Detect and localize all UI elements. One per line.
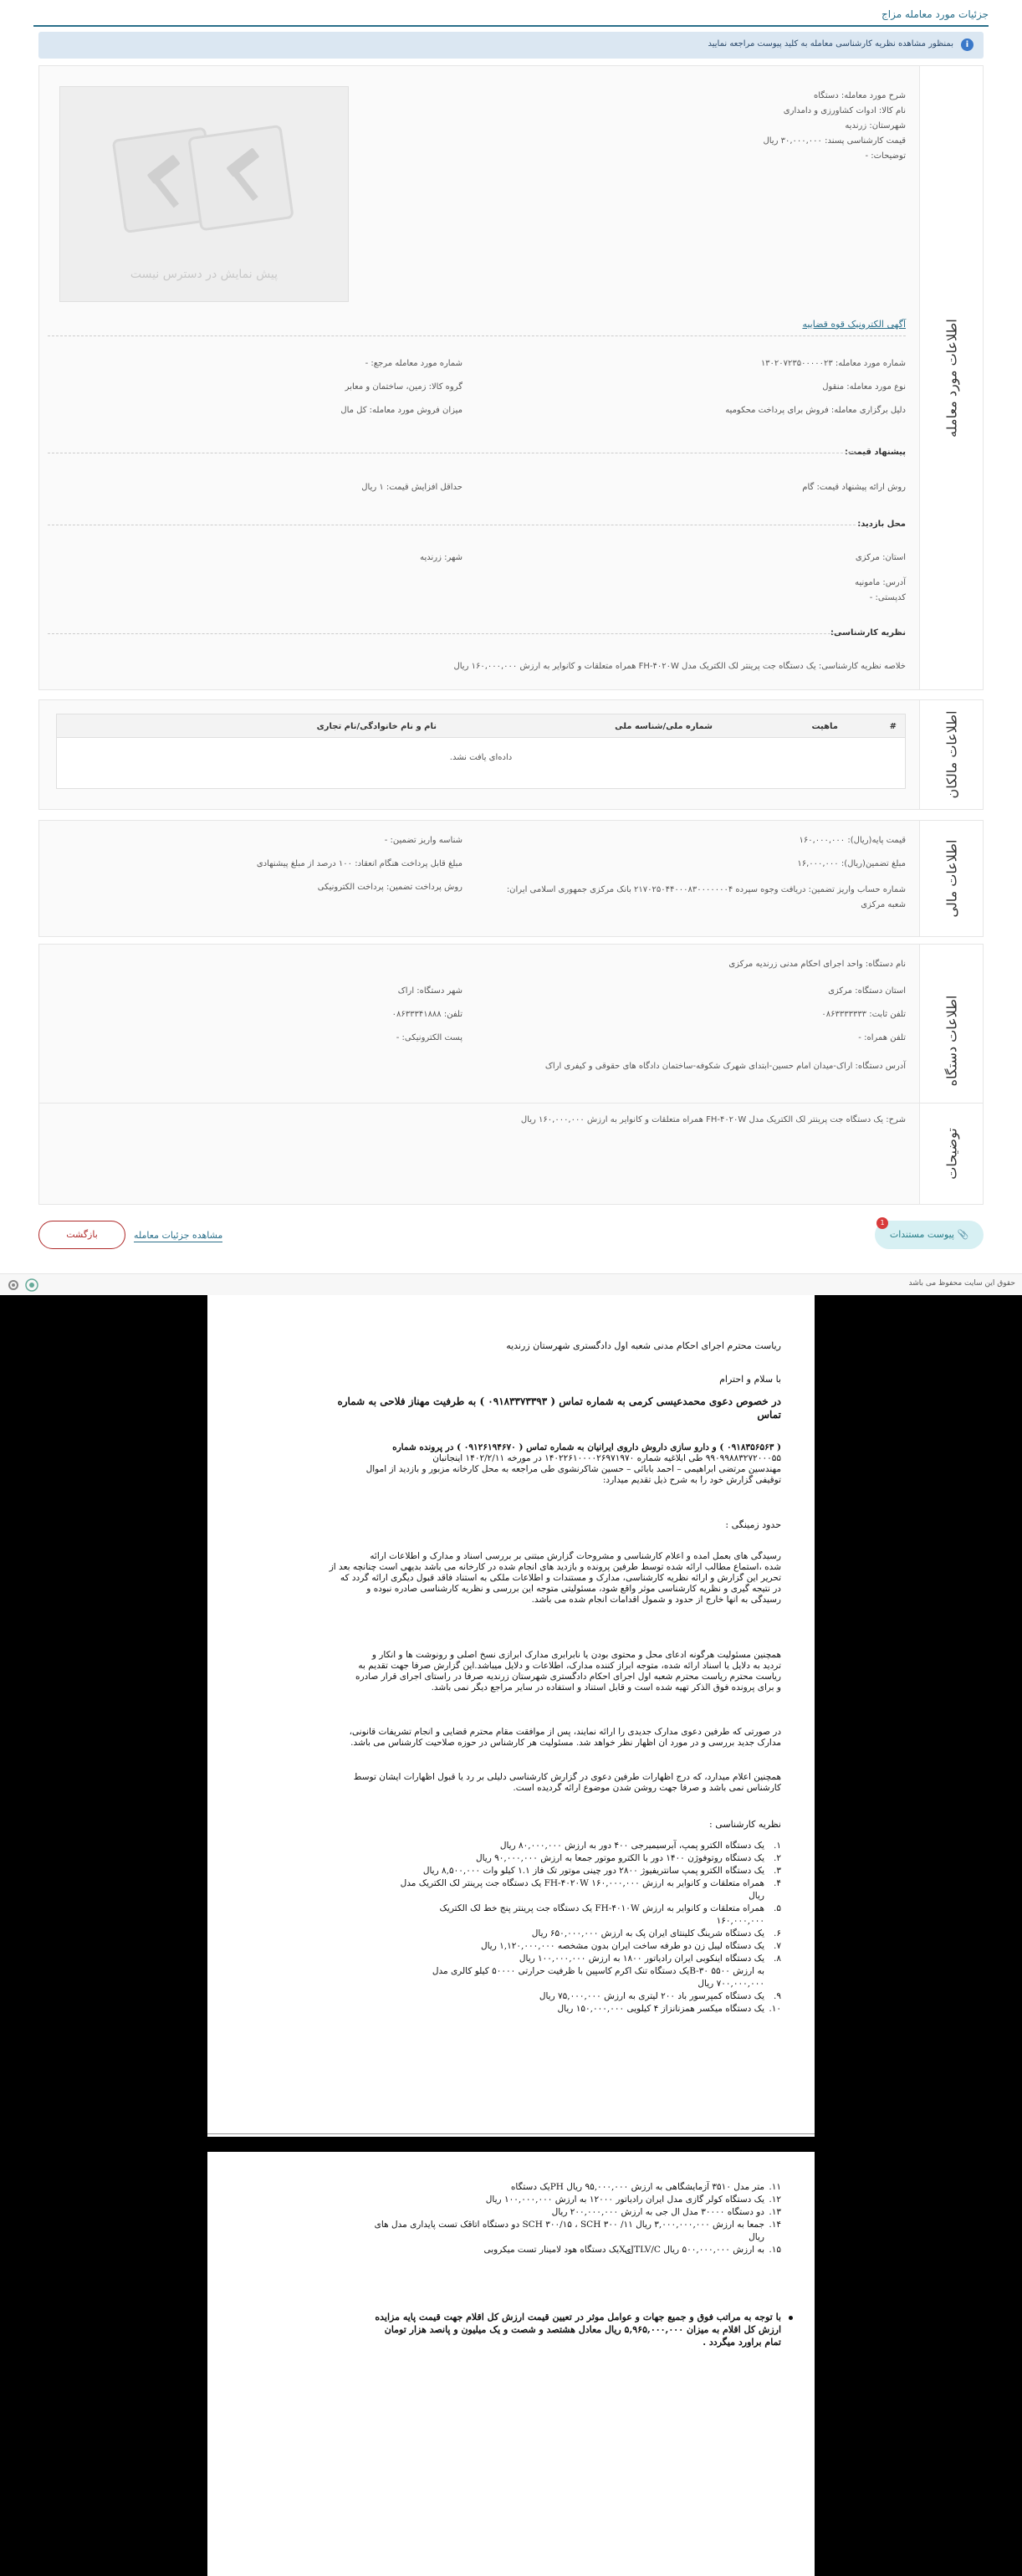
price: قیمت کارشناسی پسند: ۳۰,۰۰۰,۰۰۰ ریال [763,136,906,146]
city: شهرستان: زرندیه [845,121,906,131]
deposit-percent: مبلغ قابل پرداخت هنگام انعقاد: ۱۰۰ درصد از مبلغ پیشنهادی [256,859,462,868]
guarantee-id: شناسه واریز تضمین: - [384,836,462,845]
photo-caption: پیش نمایش در دسترس نیست [130,268,278,281]
base-price: قیمت پایه(ریال): ۱۶۰,۰۰۰,۰۰۰ [799,836,906,845]
item-text: همراه متعلقات و کانوایر به ارزش FH-۴۰۱۰W یک دستگاه جت پرینتر پنج خط لک الکتریک [439,1903,764,1913]
letter-greeting: با سلام و احترام [719,1374,781,1385]
paragraph-5: همچنین اعلام میدارد، که درج اظهارات طرفین دعوی در گزارش کارشناسی دلیلی بر رد یا قبول اظهارات ایشان توسط کارشناس نمی باشد و صرفا جهت روشن شدن موضوع ارائه گردیده است. [353,1772,781,1793]
case-type: نوع مورد معامله: منقول [822,382,906,392]
photo-placeholder [59,86,349,302]
attachment-count-badge: 1 [876,1217,888,1229]
section-side-title: اطلاعات دستگاه [919,945,983,1137]
table-header [57,714,905,738]
footer-bar [0,1273,1022,1295]
paragraph-2: رسیدگی های بعمل آمده و اعلام کارشناسی و مشروحات گزارش مبتنی بر بررسی اسناد و مدارک و اطلاعات ارائه شده ،استماع مطالب ارائه شده توسط طرفین پرونده و بازدید های انجام شده در کارخانه می باشد بدیهی است چنانچه بعد از تحریر این گزارش و ارائه نظریه کارشناسی، مدارک و مستندات و اطلاعات ملکی به استناد فاقد قبول دیگری ارائه گردد که در نتیجه گیری و نظریه کارشناسی موثر واقع شود، مسئولیتی متوجه این بررسی و نظریه کارشناسی صادره نبوده و رسیدگی به آنها خارج از حدود و شمول اقدامات انجام شده می باشد. [329,1551,781,1605]
item-number: ۹. [774,1991,781,2001]
item-number: ۱۵. [769,2245,781,2255]
info-alert [38,32,984,59]
item-number: ۱۴. [769,2220,781,2230]
guarantee-amount: مبلغ تضمین(ریال): ۱۶,۰۰۰,۰۰۰ [797,859,906,868]
item-text: یک دستگاه اینکوبی ایران رادیاتور ۱۸۰۰ به ارزش ۱۰۰,۰۰۰,۰۰۰ ریال [519,1954,764,1964]
paragraph-3: همچنین مسئولیت هرگونه ادعای محل و محتوی بودن یا نابرابری مدارک ابرازی نسخ اصلی و رونوشت ها و انکار و تردید به دلایل یا اسناد ارائه شده، متوجه ابراز کننده مدارک، اطلاعات و دلایل میباشد.این گزارش صرفا جهت تقدیم به ریاست محترم ریاست محترم شعبه اول اجرای احکام دادگستری شهرستان زرندیه صرفا در راستای اجرای قرار صادره و برای پرونده فوق الذکر تهیه شده است و قابل استناد و استفاده در سایر مراجع دیگر نمی باشد. [355,1650,781,1693]
payment-method: روش پرداخت تضمین: پرداخت الکترونیکی [317,883,462,892]
device-landline: تلفن ثابت: ۰۸۶۳۳۳۳۳۳۳ [821,1010,906,1019]
description-text: شرح: یک دستگاه جت پرینتر لک الکتریک مدل FH-۴۰۲۰W همراه متعلقات و کانوایر به ارزش ۱۶۰,۰۰۰,۰۰۰ ریال [520,1115,906,1124]
item-text: همراه متعلقات و کانوایر به ارزش ۱۶۰,۰۰۰,۰۰۰ FH-۴۰۲۰W یک دستگاه جت پرینتر لک الکتریک مدل [400,1878,764,1888]
col-name: نام و نام خانوادگی/نام تجاری [316,722,437,731]
empty-message: داده‌ای یافت نشد. [449,753,513,762]
section-side-title: اطلاعات مالی [919,821,983,936]
summary-paragraph: با توجه به مراتب فوق و جمیع جهات و عوامل موثر در تعیین قیمت ارزش کل اقلام جهت قیمت پایه مزایده ارزش کل اقلام به میزان ۵,۹۶۵,۰۰۰,۰۰۰ ریال معادل هشتصد و شصت و یک میلیون و پانصد هزار تومان تمام براورد میگردد . [375,2312,781,2348]
device-name: نام دستگاه: واحد اجرای احکام مدنی زرندیه مرکزی [728,960,906,969]
document-viewer [0,1295,1022,2576]
item-text: ریال [749,1891,764,1901]
footer-note: حقوق این سایت محفوظ می باشد [908,1279,1015,1288]
address: آدرس: مامونیه [855,578,906,587]
case-number: شماره مورد معامله: ۱۳۰۲۰۷۲۳۵۰۰۰۰۰۲۳ [760,359,906,368]
item-text: ریال [749,2232,764,2242]
item-number: ۶. [774,1928,781,1938]
divider [48,335,906,336]
section-side-title: اطلاعات مورد معامله [919,66,983,689]
notes: توضیحات: - [865,151,906,161]
item-text: متر مدل ۳۵۱۰ آزمایشگاهی به ارزش ۹۵,۰۰۰,۰۰۰ ریال PHیک دستگاه [510,2182,764,2192]
device-mobile: تلفن همراه: - [858,1033,906,1042]
owners-section [38,699,984,810]
expert-summary: خلاصه نظریه کارشناسی: یک دستگاه جت پرینتر لک الکتریک مدل FH-۴۰۲۰W همراه متعلقات و کانوایر به ارزش ۱۶۰,۰۰۰,۰۰۰ ریال [453,662,906,671]
location-heading: محل بازدید: [857,520,906,529]
col-type: ماهیت [811,722,838,731]
account-number: شماره حساب واریز تضمین: دریافت وجوه سپرده ۲۱۷۰۲۵۰۴۴۰۰۰۸۳۰۰۰۰۰۰۰۴ بانک مرکزی جمهوری اسلامی ایران: شعبه مرکزی [506,885,906,909]
ad-link[interactable]: آگهی الکترونیک قوه قضاییه [802,319,906,330]
item-text: جمعا به ارزش ۳,۰۰۰,۰۰۰,۰۰۰ ریال SCH ۳۰۰/۱۵ ، SCH ۳۰۰ /۱۱ دو دستگاه اتاقک تست پایداری مدل های [374,2220,764,2230]
item-number: ۸. [774,1954,781,1964]
offer-heading: پیشنهاد قیمت: [845,448,906,457]
device-phone: تلفن: ۰۸۶۳۳۳۴۱۸۸۸ [391,1010,462,1019]
expert-heading: نظریه کارشناسی: [830,628,906,638]
item-text: به ارزش ۵۵۰۰ B-۳۰یک دستگاه تنک اکرم کاسپین با ظرفیت حرارتی ۵۰۰۰۰ کیلو کالری مدل [432,1966,764,1976]
finance-section [38,820,984,937]
page-header [33,5,989,27]
col-index: # [889,722,897,731]
bullet-icon [789,2316,793,2320]
opinion-heading: نظریه کارشناسی : [709,1819,781,1830]
min-increase: حداقل افزایش قیمت: ۱ ریال [361,483,462,492]
postal-code: کدپستی: - [869,593,906,602]
item-text: یک دستگاه شرینگ کلینتای ایران پک به ارزش ۶۵۰,۰۰۰,۰۰۰ ریال [531,1928,764,1938]
device-province: استان دستگاه: مرکزی [828,986,906,996]
item-text: ۱۶۰,۰۰۰,۰۰۰ [716,1916,764,1926]
info-icon: i [961,38,973,51]
item-text: یک دستگاه کمپرسور باد ۲۰۰ لیتری به ارزش ۷۵,۰۰۰,۰۰۰ ریال [539,1991,764,2001]
description-section [38,1103,984,1205]
item-number: ۱۳. [769,2207,781,2217]
offer-method: روش ارائه پیشنهاد قیمت: گام [802,483,906,492]
item-number: ۴. [774,1878,781,1888]
device-desc: شرح مورد معامله: دستگاه [814,91,906,100]
paragraph-1: ( ۰۹۱۸۳۵۶۵۶۳ ) و دارو سازی داروش داروی ایرانیان به شماره تماس ( ۰۹۱۲۶۱۹۴۶۷۰ ) در پرونده شماره ۹۹۰۹۹۸۸۳۲۷۲۰۰۰۵۵ طی ابلاغیه شماره ۱۴۰۲۲۶۱۰۰۰۰۲۶۹۷۱۹۷۰ در مورخه ۱۴۰۲/۲/۱۱ اینجانبان مهندسین مرتضی ابراهیمی – احمد بابائی – حسین شاکرنشوی طی مراجعه به محل کارخانه مزبور و بازدید از اموال توقیفی گزارش خود را به شرح ذیل تقدیم میدارد: [365,1442,781,1485]
alert-text: بمنظور مشاهده نظریه کارشناسی معامله به کلید پیوست مراجعه نمایید [708,39,953,49]
page-title: جزئیات مورد معامله مزاج [881,8,989,20]
item-text: یک دستگاه روتوفوژن ۱۴۰۰ دور با الکترو موتور جمعا به ارزش ۹۰,۰۰۰,۰۰۰ ریال [475,1853,764,1863]
gear-icon[interactable] [7,1278,20,1292]
device-email: پست الکترونیکی: - [396,1033,462,1042]
divider [48,633,839,634]
document-page-2 [207,2152,815,2576]
section-side-title: توضیحات [919,1104,983,1204]
attachment-button[interactable]: 📎 پیوست مستندات [875,1221,984,1249]
sale-extent: میزان فروش مورد معامله: کل مال [340,406,462,415]
letter-subject-2: تماس [757,1409,781,1421]
document-page-1 [207,1295,815,2137]
sale-reason: دلیل برگزاری معامله: فروش برای پرداخت محکومیه [725,406,906,415]
letter-salutation: ریاست محترم اجرای احکام مدنی شعبه اول دادگستری شهرستان زرندیه [506,1340,781,1351]
owners-table [56,714,906,789]
gavel-image-icon [110,112,294,238]
item-text: یک دستگاه میکسر همزنانزاز ۴ کیلویی ۱۵۰,۰۰۰,۰۰۰ ریال [557,2004,764,2014]
item-number: ۱. [774,1841,781,1851]
page-edge [207,2133,815,2137]
device-address: آدرس دستگاه: اراک-میدان امام حسین-ابتدای شهرک شکوفه-ساختمان دادگاه های حقوقی و کیفری اراک [544,1062,906,1071]
logo-icon [25,1278,38,1292]
ref-number: شماره مورد معامله مرجع: - [365,359,462,368]
item-text: ۷۰۰,۰۰۰,۰۰۰ ریال [698,1979,764,1989]
goods-group: گروه کالا: زمین، ساختمان و معابر [345,382,462,392]
case-info-section [38,65,984,690]
category: نام کالا: ادوات کشاورزی و دامداری [783,106,906,115]
paperclip-icon: 📎 [957,1229,969,1240]
item-text: به ارزش ۵۰۰,۰۰۰,۰۰۰ ریال JTLV/CۍXیک دستگاه هود لامینار تست میکروبی [483,2245,764,2255]
item-number: ۱۰. [769,2004,781,2014]
paragraph-4: در صورتی که طرفین دعوی مدارک جدیدی را ارائه نمایند، پس از موافقت مقام محترم قضایی و انجام تشریفات قانونی، مدارک جدید بررسی و در مورد آن اظهار نظر خواهد شد. مسئولیت هر کارشناس در حوزه صلاحیت کارشناس می باشد. [349,1727,781,1748]
item-text: یک دستگاه کولر گازی مدل ایران رادیاتور ۱۲۰۰۰ به ارزش ۱۰۰,۰۰۰,۰۰۰ ریال [485,2194,764,2205]
loc-city: شهر: زرندیه [420,553,462,562]
province: استان: مرکزی [855,553,906,562]
item-number: ۱۲. [769,2194,781,2205]
section-side-title: اطلاعات مالکان [919,700,983,809]
back-button[interactable]: بازگشت [38,1221,125,1249]
item-number: ۲. [774,1853,781,1863]
item-number: ۱۱. [769,2182,781,2192]
item-number: ۷. [774,1941,781,1951]
item-number: ۵. [774,1903,781,1913]
item-text: یک دستگاه الکترو پمپ سانتریفیوژ ۲۸۰۰ دور چینی موتور تک فاز ۱.۱ کیلو وات ۸,۵۰۰,۰۰۰ ریال [422,1866,764,1876]
item-text: یک دستگاه لیبل زن دو طرفه ساخت ایران بدون مشخصه ۱,۱۲۰,۰۰۰,۰۰۰ ریال [480,1941,764,1951]
device-city: شهر دستگاه: اراک [397,986,462,996]
col-national-id: شماره ملی/شناسه ملی [615,722,713,731]
letter-subject: در خصوص دعوی محمدعیسی کرمی به شماره تماس ( ۰۹۱۸۳۳۷۳۳۹۳ ) به طرفیت مهناز فلاحی به شماره [337,1396,781,1407]
item-text: دو دستگاه ۳۰۰۰۰ مدل ال جی به ارزش ۲۰۰,۰۰۰,۰۰۰ ریال [551,2207,764,2217]
item-number: ۳. [774,1866,781,1876]
view-details-link[interactable]: مشاهده جزئیات معامله [134,1230,223,1241]
background-heading: حدود زمینگی : [725,1519,781,1530]
item-text: یک دستگاه الکترو پمپ، آبرسیمیرجی ۴۰۰ دور به ارزش ۸۰,۰۰۰,۰۰۰ ریال [499,1841,764,1851]
